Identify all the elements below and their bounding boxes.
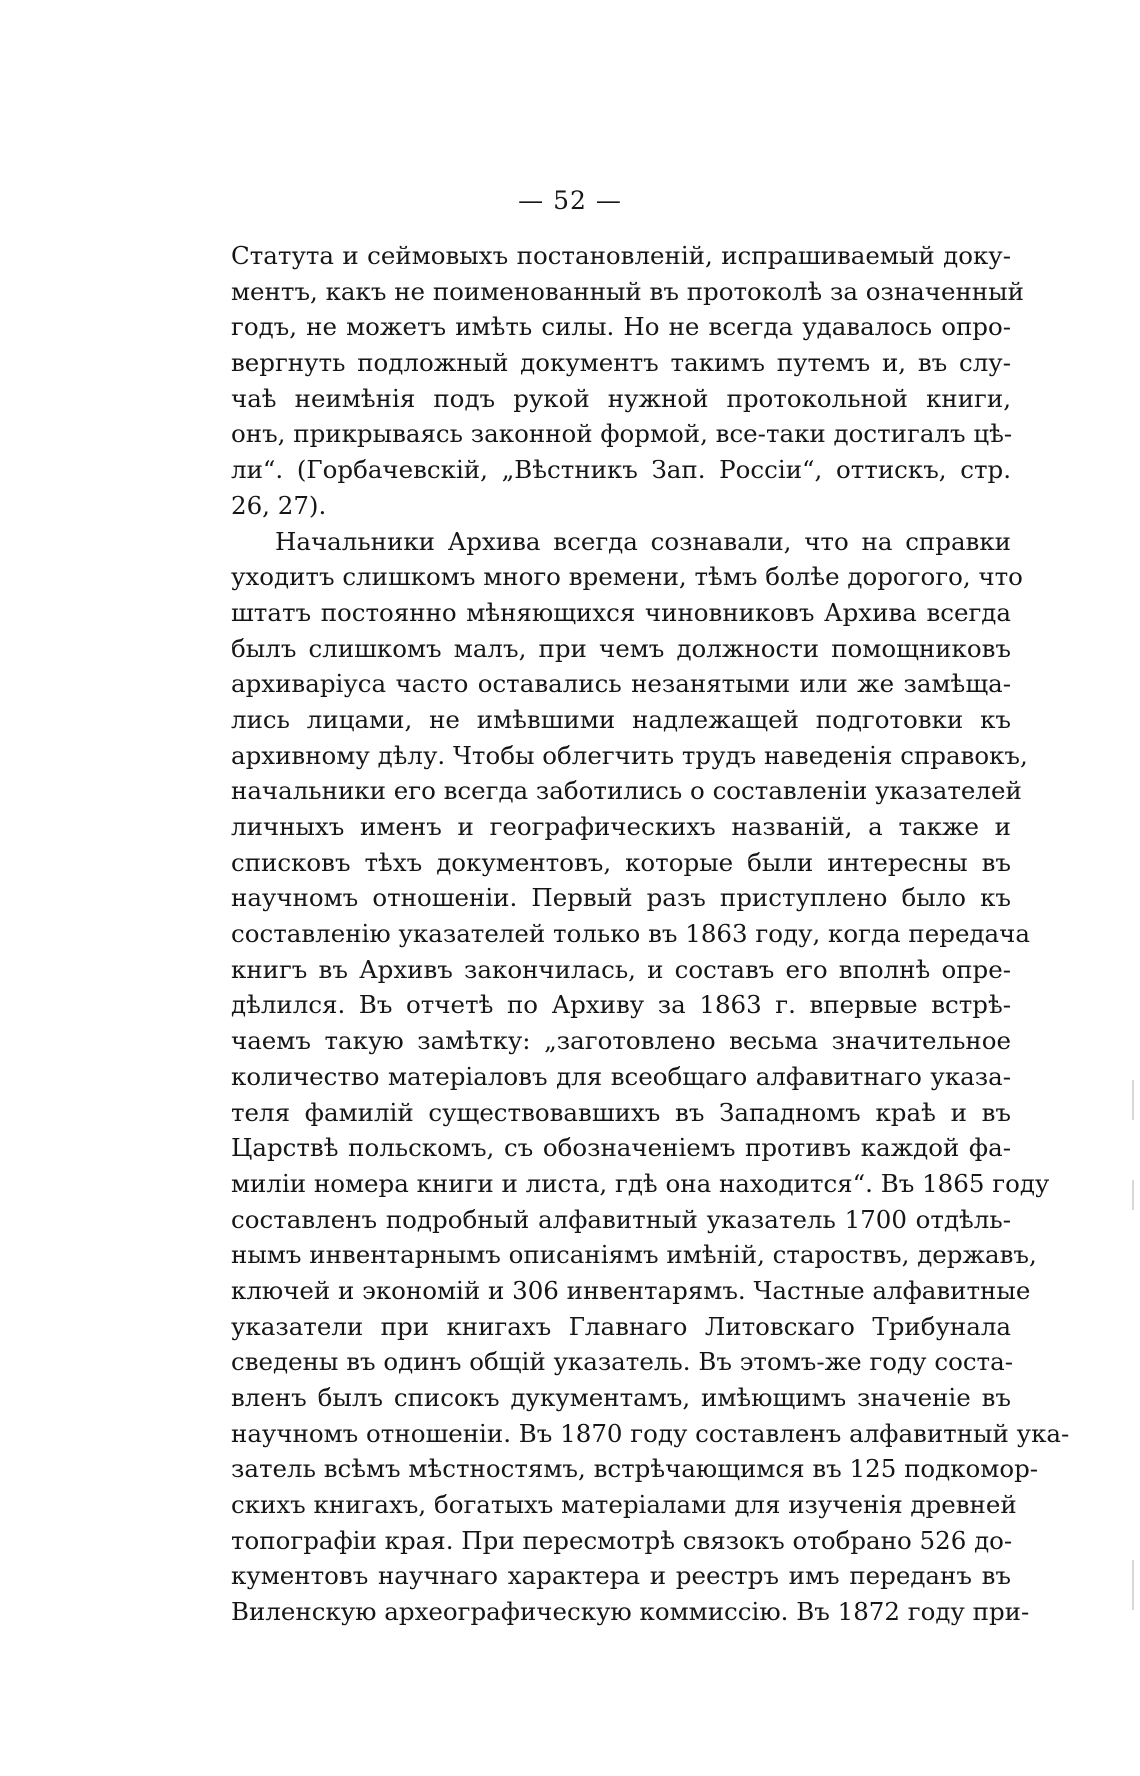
text-line: научномъ отношеніи. Первый разъ приступлено было къ <box>231 883 1011 913</box>
text-line: начальники его всегда заботились о составленіи указателей <box>231 776 1022 806</box>
text-line: теля фамилій существовавшихъ въ Западномъ краѣ и въ <box>231 1097 1011 1127</box>
text-line: онъ, прикрываясь законной формой, все-таки достигалъ цѣ- <box>231 419 1013 449</box>
text-line: нымъ инвентарнымъ описаніямъ имѣній, староствъ, державъ, <box>231 1240 1037 1270</box>
text-line: чаемъ такую замѣтку: „заготовлено весьма значительное <box>231 1026 1011 1056</box>
margin-mark <box>1132 1180 1134 1210</box>
text-line: миліи номера книги и листа, гдѣ она находится“. Въ 1865 году <box>231 1168 1050 1198</box>
text-line: архивному дѣлу. Чтобы облегчить трудъ наведенія справокъ, <box>231 740 1028 770</box>
text-line: списковъ тѣхъ документовъ, которые были интересны въ <box>231 847 1011 877</box>
text-line: топографіи края. При пересмотрѣ связокъ отобрано 526 до- <box>231 1525 1013 1555</box>
text-line: затель всѣмъ мѣстностямъ, встрѣчающимся въ 125 подкомор- <box>231 1454 1039 1484</box>
text-line: лись лицами, не имѣвшими надлежащей подготовки къ <box>231 704 1011 734</box>
text-line: былъ слишкомъ малъ, при чемъ должности помощниковъ <box>231 633 1011 663</box>
body-text <box>231 238 1070 1630</box>
text-line: ли“. (Горбачевскій, „Вѣстникъ Зап. Россіи“, оттискъ, стр. <box>231 455 1011 485</box>
text-line: чаѣ неимѣнія подъ рукой нужной протокольной книги, <box>231 383 1011 413</box>
margin-mark <box>1132 1560 1134 1610</box>
text-line: дѣлился. Въ отчетѣ по Архиву за 1863 г. впервые встрѣ- <box>231 990 1011 1020</box>
text-line: годъ, не можетъ имѣть силы. Но не всегда удавалось опро- <box>231 312 1011 342</box>
text-line: сведены въ одинъ общій указатель. Въ этомъ-же году соста- <box>231 1347 1013 1377</box>
text-line: количество матеріаловъ для всеобщаго алфавитнаго указа- <box>231 1061 1011 1091</box>
text-line: научномъ отношеніи. Въ 1870 году составленъ алфавитный ука- <box>231 1418 1070 1448</box>
text-line: составленію указателей только въ 1863 году, когда передача <box>231 919 1030 949</box>
text-line: вленъ былъ списокъ дукументамъ, имѣющимъ значеніе въ <box>231 1383 1011 1412</box>
text-line: кументовъ научнаго характера и реестръ имъ переданъ въ <box>231 1561 1011 1591</box>
text-line: Царствѣ польскомъ, съ обозначеніемъ противъ каждой фа- <box>231 1133 1011 1163</box>
text-line: 26, 27). <box>231 490 327 520</box>
page-number: — 52 — <box>518 186 622 215</box>
text-line: указатели при книгахъ Главнаго Литовскаго Трибунала <box>231 1311 1011 1341</box>
text-line: архиваріуса часто оставались незанятыми или же замѣща- <box>231 669 1011 699</box>
text-line: уходитъ слишкомъ много времени, тѣмъ болѣе дорогого, что <box>231 562 1023 592</box>
text-line: составленъ подробный алфавитный указатель 1700 отдѣль- <box>231 1204 1011 1234</box>
paragraph <box>231 238 1024 524</box>
text-line: вергнуть подложный документъ такимъ путемъ и, въ слу- <box>231 348 1011 378</box>
text-line: штатъ постоянно мѣняющихся чиновниковъ Архива всегда <box>231 597 1011 627</box>
text-line: Начальники Архива всегда сознавали, что на справки <box>275 526 1011 556</box>
text-line: ментъ, какъ не поименованный въ протоколѣ за означенный <box>231 276 1024 306</box>
text-line: Статута и сеймовыхъ постановленій, испрашиваемый доку- <box>231 241 1011 270</box>
margin-mark <box>1132 1080 1134 1120</box>
text-line: книгъ въ Архивъ закончилась, и составъ его вполнѣ опре- <box>231 954 1011 984</box>
text-line: личныхъ именъ и географическихъ названій, а также и <box>231 812 1011 841</box>
text-line: Виленскую археографическую коммиссію. Въ 1872 году при- <box>231 1597 1030 1627</box>
paragraph <box>231 524 1070 1630</box>
text-line: ключей и экономій и 306 инвентарямъ. Частные алфавитные <box>231 1275 1031 1305</box>
text-line: скихъ книгахъ, богатыхъ матеріалами для изученія древней <box>231 1490 1017 1520</box>
